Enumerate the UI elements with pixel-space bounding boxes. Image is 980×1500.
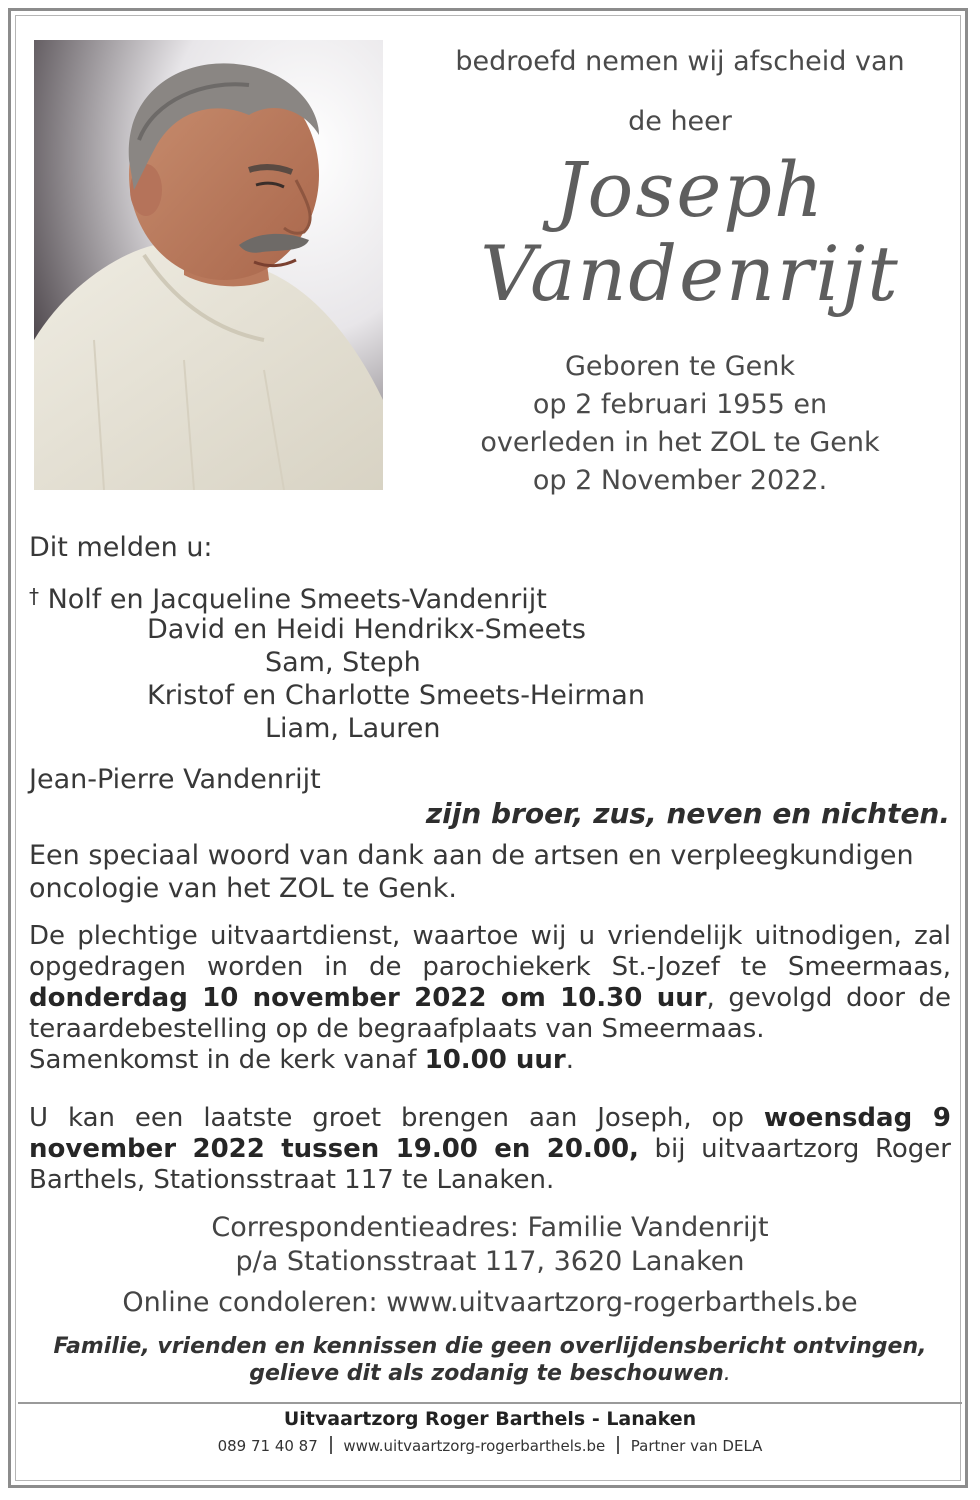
footer-divider: [18, 1402, 962, 1404]
first-name: Joseph: [555, 145, 825, 234]
family-line: Jean-Pierre Vandenrijt: [29, 764, 321, 795]
footer-contact: [0, 1436, 980, 1455]
footer-partner: Partner van DELA: [630, 1437, 763, 1455]
notice-text: gelieve dit als zodanig te beschouwen: [249, 1361, 724, 1386]
online-condolences: Online condoleren: www.uitvaartzorg-rogerbarthels.be: [122, 1287, 858, 1318]
date-line: op 2 februari 1955 en: [532, 389, 828, 420]
date-line: overleden in het ZOL te Genk: [480, 427, 880, 458]
visit-paragraph: [29, 1103, 951, 1196]
family-line: Liam, Lauren: [265, 713, 441, 744]
correspondence-line: p/a Stationsstraat 117, 3620 Lanaken: [235, 1246, 745, 1277]
service-text: .: [565, 1045, 575, 1075]
date-line: Geboren te Genk: [564, 351, 796, 382]
family-relation: zijn broer, zus, neven en nichten.: [425, 797, 950, 830]
family-line: Kristof en Charlotte Smeets-Heirman: [147, 680, 645, 711]
notice-text: .: [723, 1361, 731, 1386]
visit-date: woensdag 9 november 2022 tussen 19.00 en 20.00,: [29, 1103, 952, 1164]
family-line: [29, 580, 547, 616]
family-intro: Dit melden u:: [29, 532, 213, 563]
notice-line: Familie, vrienden en kennissen die geen overlijdensbericht ontvingen,: [53, 1334, 927, 1359]
footer-website[interactable]: www.uitvaartzorg-rogerbarthels.be: [343, 1437, 606, 1455]
footer-title: Uitvaartzorg Roger Barthels - Lanaken: [283, 1408, 697, 1430]
separator: [617, 1436, 619, 1454]
service-text: De plechtige uitvaartdienst, waartoe wij u vriendelijk uitnodigen, zal opgedragen worden in de parochiekerk St.-Jozef te Smeermaas,: [29, 921, 951, 982]
visit-text: bij uitvaartzorg Roger Barthels, Stationsstraat 117 te Lanaken.: [29, 1134, 951, 1195]
correspondence-line: Correspondentieadres: Familie Vandenrijt: [211, 1212, 769, 1243]
last-name: Vandenrijt: [480, 229, 900, 318]
service-paragraph: [29, 921, 951, 1076]
portrait-photo: [34, 40, 383, 490]
family-line: David en Heidi Hendrikx-Smeets: [147, 614, 586, 645]
thanks-line: oncologie van het ZOL te Genk.: [29, 873, 457, 904]
correspondence: [0, 1211, 980, 1279]
date-line: op 2 November 2022.: [532, 465, 828, 496]
portrait-photo-icon: [34, 40, 383, 490]
salutation: de heer: [628, 106, 732, 137]
service-date: donderdag 10 november 2022 om 10.30 uur: [29, 983, 707, 1013]
service-time: 10.00 uur: [424, 1045, 566, 1075]
cross-icon: †: [29, 584, 39, 608]
thanks-line: Een speciaal woord van dank aan de artsen en verpleegkundigen: [29, 840, 914, 871]
notice: [0, 1333, 980, 1387]
footer-phone: 089 71 40 87: [217, 1437, 318, 1455]
family-line: Sam, Steph: [265, 647, 421, 678]
visit-text: U kan een laatste groet brengen aan Joseph, op: [29, 1103, 744, 1133]
service-text: , gevolgd door de teraardebestelling op de begraafplaats van Smeermaas.: [29, 983, 951, 1044]
service-text: Samenkomst in de kerk vanaf: [29, 1045, 417, 1075]
notice-line: [0, 1360, 980, 1387]
birth-death-dates: [430, 348, 930, 500]
separator: [330, 1436, 332, 1454]
intro-text: bedroefd nemen wij afscheid van: [455, 46, 905, 77]
family-name: Nolf en Jacqueline Smeets-Vandenrijt: [47, 584, 547, 615]
